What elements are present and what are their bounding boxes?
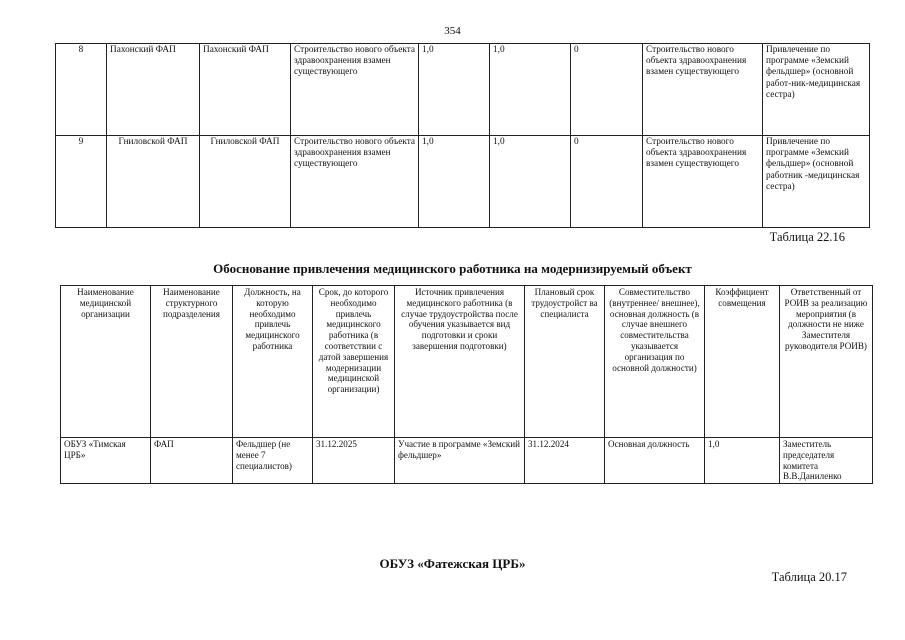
staffing-cell: Привлечение по программе «Земский фельдшер» (основной работник -медицинская сестра) [763, 136, 870, 228]
coefficient-cell: 1,0 [705, 438, 780, 484]
staff-attraction-table [60, 285, 873, 484]
subdivision-cell: ФАП [151, 438, 233, 484]
measure-cell: Строительство нового объекта здравоохранения взамен существующего [291, 136, 419, 228]
table-row [56, 44, 870, 136]
row-number: 9 [56, 136, 107, 228]
subdivision-cell: Пахонский ФАП [200, 44, 291, 136]
table-caption: Таблица 22.16 [769, 230, 845, 244]
value-cell: 0 [571, 44, 643, 136]
section-heading: Обоснование привлечения медицинского работника на модернизируемый объект [213, 261, 692, 276]
value-cell: 1,0 [490, 44, 571, 136]
planned-date-cell: 31.12.2024 [525, 438, 605, 484]
measure-cell: Строительство нового объекта здравоохранения взамен существующего [643, 44, 763, 136]
subdivision-cell: Гниловской ФАП [200, 136, 291, 228]
organization-cell: ОБУЗ «Тимская ЦРБ» [61, 438, 151, 484]
facility-construction-table [55, 43, 870, 228]
source-cell: Участие в программе «Земский фельдшер» [395, 438, 525, 484]
value-cell: 1,0 [419, 44, 490, 136]
responsible-cell: Заместитель председателя комитета В.В.Даниленко [780, 438, 873, 484]
column-header: Коэффициент совмещения [705, 286, 780, 438]
table-header-row [61, 286, 873, 438]
value-cell: 1,0 [419, 136, 490, 228]
staffing-cell: Привлечение по программе «Земский фельдшер» (основной работ-ник-медицинская сестра) [763, 44, 870, 136]
column-header: Плановый срок трудоустройст ва специалиста [525, 286, 605, 438]
column-header: Должность, на которую необходимо привлечь медицинского работника [233, 286, 313, 438]
table-row [56, 136, 870, 228]
organization-cell: Пахонский ФАП [107, 44, 200, 136]
column-header: Ответственный от РОИВ за реализацию мероприятия (в должности не ниже Заместителя руководителя РОИВ) [780, 286, 873, 438]
deadline-cell: 31.12.2025 [313, 438, 395, 484]
column-header: Наименование медицинской организации [61, 286, 151, 438]
value-cell: 1,0 [490, 136, 571, 228]
column-header: Источник привлечения медицинского работника (в случае трудоустройства после обучения указывается вид подготовки и сроки завершения подготовки) [395, 286, 525, 438]
value-cell: 0 [571, 136, 643, 228]
section-heading: ОБУЗ «Фатежская ЦРБ» [379, 556, 526, 571]
table-caption: Таблица 20.17 [771, 570, 847, 584]
column-header: Срок, до которого необходимо привлечь медицинского работника (в соответствии с датой завершения модернизации медицинской организации) [313, 286, 395, 438]
column-header: Совместительство (внутреннее/ внешнее), основная должность (в случае внешнего совместительства указывается организация по основной должности) [605, 286, 705, 438]
position-cell: Фельдшер (не менее 7 специалистов) [233, 438, 313, 484]
combination-cell: Основная должность [605, 438, 705, 484]
row-number: 8 [56, 44, 107, 136]
measure-cell: Строительство нового объекта здравоохранения взамен существующего [291, 44, 419, 136]
measure-cell: Строительство нового объекта здравоохранения взамен существующего [643, 136, 763, 228]
column-header: Наименование структурного подразделения [151, 286, 233, 438]
page-number: 354 [444, 25, 461, 37]
organization-cell: Гниловской ФАП [107, 136, 200, 228]
table-row [61, 438, 873, 484]
